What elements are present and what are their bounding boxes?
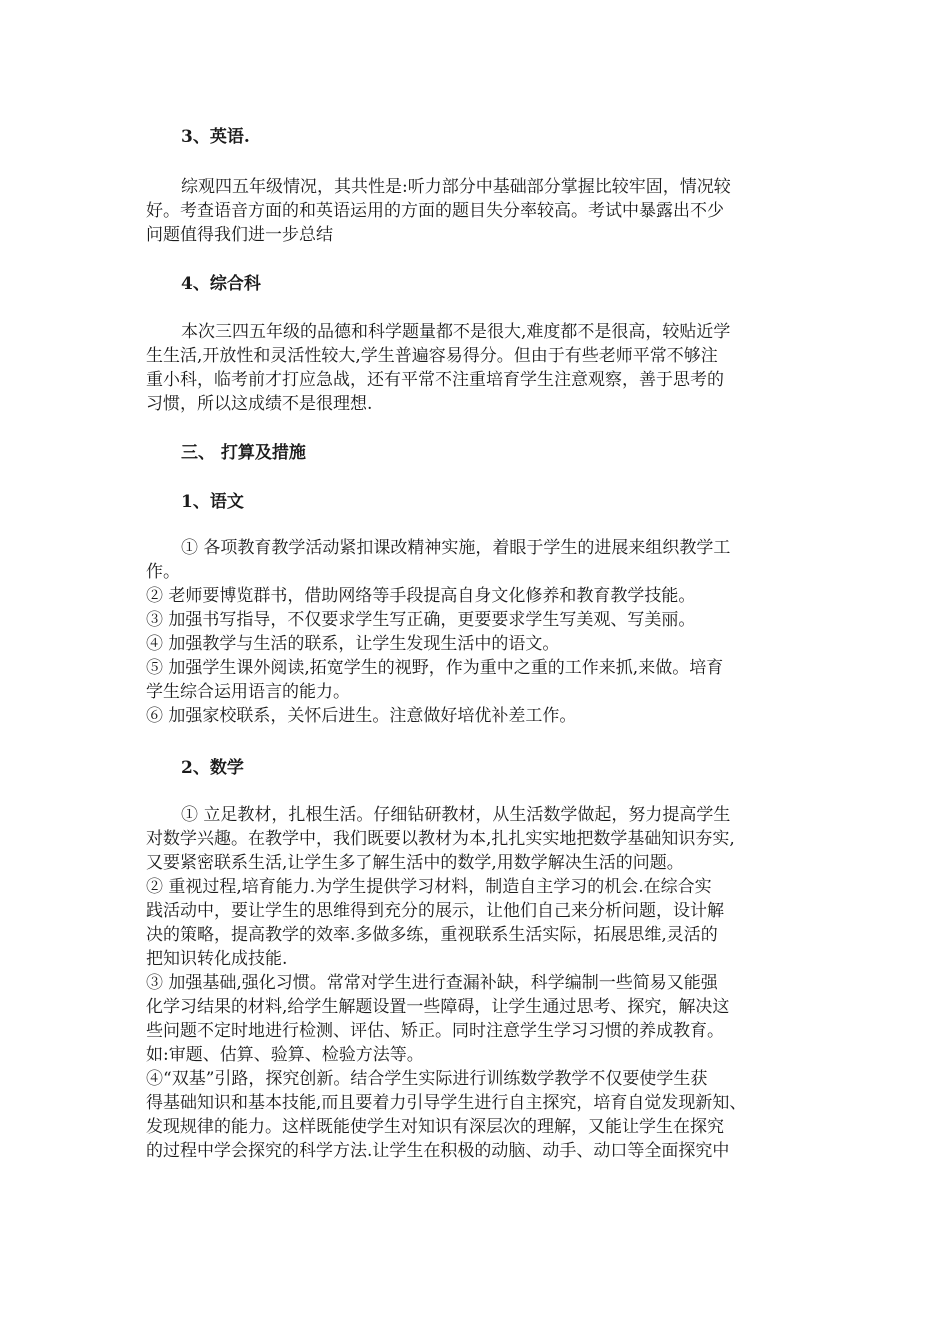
paragraph-line: 好。考查语音方面的和英语运用的方面的题目失分率较高。考试中暴露出不少: [146, 201, 724, 221]
list-item-line: 化学习结果的材料,给学生解题设置一些障碍，让学生通过思考、探究，解决这: [146, 997, 730, 1017]
list-item-line: 决的策略，提高教学的效率.多做多练，重视联系生活实际，拓展思维,灵活的: [146, 925, 718, 945]
list-item-line: 作。: [146, 562, 180, 582]
list-item-line: 些问题不定时地进行检测、评估、矫正。同时注意学生学习习惯的养成教育。: [146, 1021, 724, 1041]
section-heading-english: 3、英语.: [181, 127, 250, 147]
list-item-line: ① 立足教材，扎根生活。仔细钻研教材，从生活数学做起，努力提高学生: [181, 805, 731, 825]
list-item-line: ④ 加强教学与生活的联系，让学生发现生活中的语文。: [146, 634, 560, 654]
list-item-line: 又要紧密联系生活,让学生多了解生活中的数学,用数学解决生活的问题。: [146, 853, 684, 873]
list-item-line: 得基础知识和基本技能,而且要着力引导学生进行自主探究，培育自觉发现新知、: [146, 1093, 747, 1113]
list-item-line: ③ 加强基础,强化习惯。常常对学生进行查漏补缺，科学编制一些简易又能强: [146, 973, 718, 993]
list-item-line: 发现规律的能力。这样既能使学生对知识有深层次的理解，又能让学生在探究: [146, 1117, 724, 1137]
paragraph-line: 习惯，所以这成绩不是很理想.: [146, 394, 373, 414]
list-item-line: ③ 加强书写指导，不仅要求学生写正确，更要要求学生写美观、写美丽。: [146, 610, 696, 630]
paragraph-line: 综观四五年级情况，其共性是:听力部分中基础部分掌握比较牢固，情况较: [181, 177, 731, 197]
list-item-line: 学生综合运用语言的能力。: [146, 682, 350, 702]
list-item-line: 践活动中，要让学生的思维得到充分的展示，让他们自己来分析问题，设计解: [146, 901, 724, 921]
list-item-line: 如:审题、估算、验算、检验方法等。: [146, 1045, 424, 1065]
section-heading-chinese: 1、语文: [181, 492, 244, 512]
list-item-line: ② 重视过程,培育能力.为学生提供学习材料，制造自主学习的机会.在综合实: [146, 877, 712, 897]
paragraph-line: 生生活,开放性和灵活性较大,学生普遍容易得分。但由于有些老师平常不够注: [146, 346, 718, 366]
section-heading-comprehensive: 4、综合科: [181, 274, 261, 294]
list-item-line: ④“双基”引路，探究创新。结合学生实际进行训练数学教学不仅要使学生获: [146, 1069, 708, 1089]
list-item-line: 的过程中学会探究的科学方法.让学生在积极的动脑、动手、动口等全面探究中: [146, 1141, 730, 1161]
list-item-line: 把知识转化成技能.: [146, 949, 288, 969]
list-item-line: ⑥ 加强家校联系，关怀后进生。注意做好培优补差工作。: [146, 706, 577, 726]
list-item-line: ② 老师要博览群书，借助网络等手段提高自身文化修养和教育教学技能。: [146, 586, 696, 606]
paragraph-line: 本次三四五年级的品德和科学题量都不是很大,难度都不是很高，较贴近学: [181, 322, 731, 342]
list-item-line: ① 各项教育教学活动紧扣课改精神实施，着眼于学生的进展来组织教学工: [181, 538, 731, 558]
list-item-line: ⑤ 加强学生课外阅读,拓宽学生的视野，作为重中之重的工作来抓,来做。培育: [146, 658, 724, 678]
section-heading-math: 2、数学: [181, 758, 244, 778]
paragraph-line: 问题值得我们进一步总结: [146, 225, 333, 245]
paragraph-line: 重小科，临考前才打应急战，还有平常不注重培育学生注意观察，善于思考的: [146, 370, 724, 390]
section-heading-plans: 三、 打算及措施: [181, 443, 306, 463]
list-item-line: 对数学兴趣。在教学中，我们既要以教材为本,扎扎实实地把数学基础知识夯实,: [146, 829, 735, 849]
